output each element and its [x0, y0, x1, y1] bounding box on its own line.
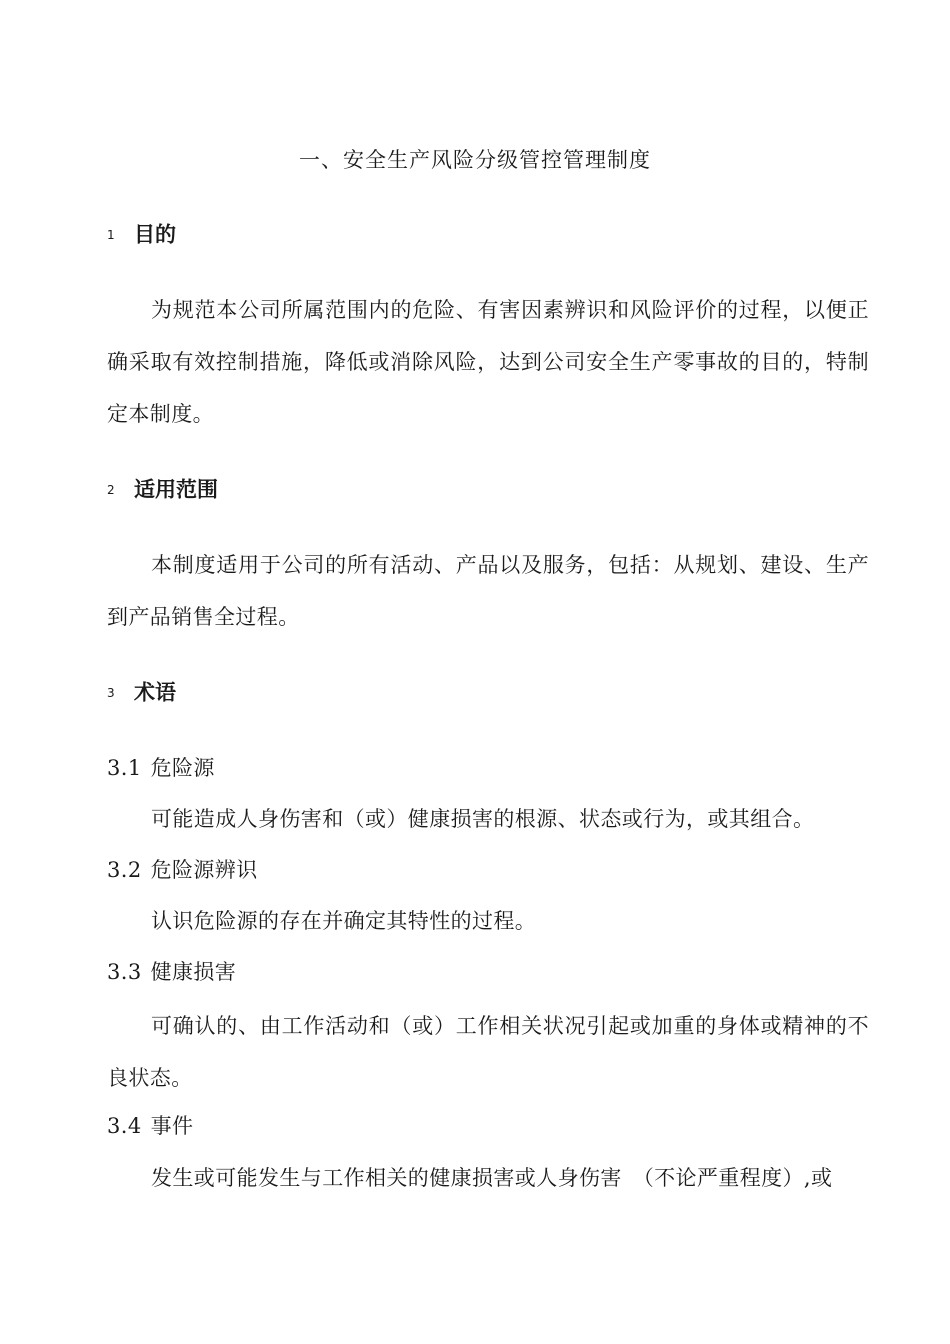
term-number: 3.3 [107, 960, 142, 984]
document-title: 一、安全生产风险分级管控管理制度 [299, 148, 651, 172]
section-heading-purpose [107, 218, 176, 250]
section-number: 1 [107, 227, 115, 242]
term-heading-health-damage [107, 956, 236, 988]
section-paragraph-purpose: 为规范本公司所属范围内的危险、有害因素辨识和风险评价的过程，以便正确采取有效控制措施，降低或消除风险，达到公司安全生产零事故的目的，特制定本制度。 [107, 298, 869, 426]
section-paragraph-scope: 本制度适用于公司的所有活动、产品以及服务，包括：从规划、建设、生产到产品销售全过程。 [107, 553, 869, 629]
section-number: 3 [107, 685, 115, 700]
term-definition-hazard-identification: 认识危险源的存在并确定其特性的过程。 [151, 909, 537, 933]
term-heading-hazard [107, 752, 215, 784]
term-definition-health-damage: 可确认的、由工作活动和（或）工作相关状况引起或加重的身体或精神的不良状态。 [107, 1014, 869, 1090]
term-number: 3.4 [107, 1114, 142, 1138]
section-heading-scope [107, 473, 218, 505]
term-title: 危险源 [150, 756, 215, 780]
section-title: 目的 [134, 222, 176, 247]
term-definition-hazard: 可能造成人身伤害和（或）健康损害的根源、状态或行为，或其组合。 [151, 807, 815, 831]
term-heading-hazard-identification [107, 854, 258, 886]
term-number: 3.1 [107, 756, 142, 780]
section-title: 适用范围 [134, 477, 218, 502]
term-number: 3.2 [107, 858, 142, 882]
term-heading-incident [107, 1110, 193, 1142]
section-title: 术语 [134, 680, 176, 705]
section-heading-terms [107, 676, 176, 708]
term-title: 危险源辨识 [150, 858, 258, 882]
term-title: 事件 [150, 1114, 194, 1138]
term-title: 健康损害 [150, 960, 237, 984]
term-definition-incident: 发生或可能发生与工作相关的健康损害或人身伤害 （不论严重程度）,或 [151, 1166, 833, 1190]
section-number: 2 [107, 482, 115, 497]
